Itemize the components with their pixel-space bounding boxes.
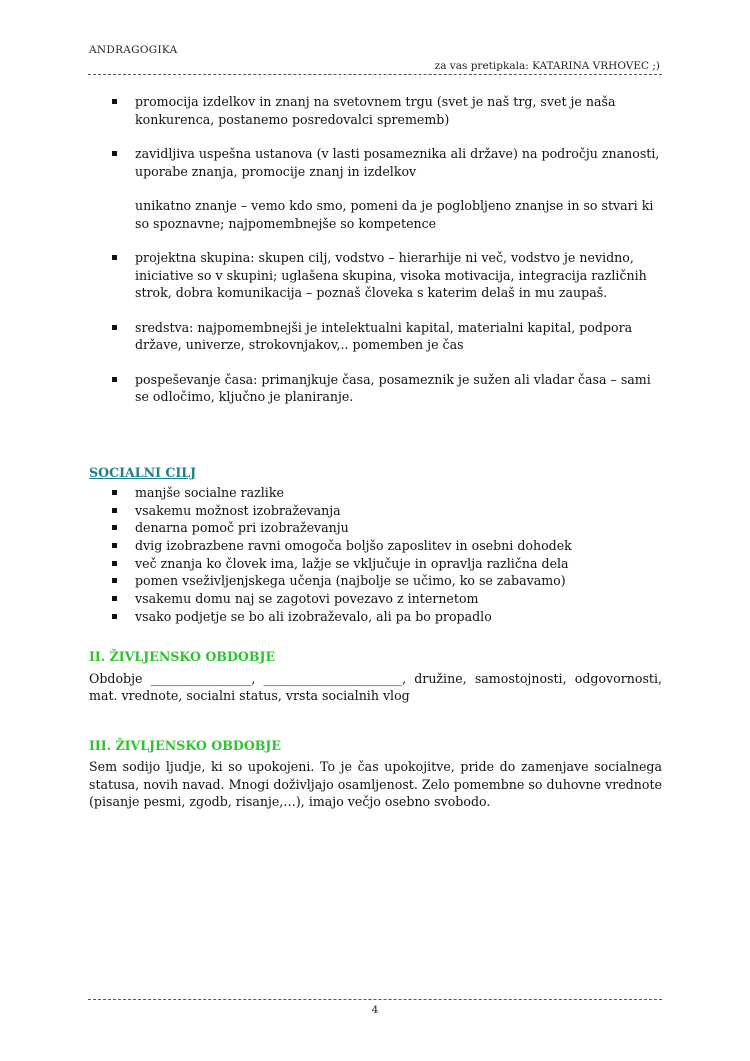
social-goal-heading: SOCIALNI CILJ — [89, 464, 197, 480]
header-divider — [88, 74, 662, 75]
list-item: denarna pomoč pri izobraževanju — [89, 519, 662, 537]
list-item: vsako podjetje se bo ali izobraževalo, ali pa bo propadlo — [89, 608, 662, 626]
page-content — [89, 93, 662, 811]
section-2-text: Obdobje ________________, ______________________, družine, samostojnosti, odgovornosti, mat. vrednote, socialni status, vrsta socialnih vlog — [89, 670, 662, 704]
list-item: pospeševanje časa: primanjkuje časa, posameznik je sužen ali vladar časa – sami se odločimo, ključno je planiranje. — [89, 371, 662, 406]
list-item: manjše socialne razlike — [89, 484, 662, 502]
list-item: promocija izdelkov in znanj na svetovnem trgu (svet je naš trg, svet je naša konkurenca, postanemo posredovalci sprememb) — [89, 93, 662, 128]
list-item: vsakemu domu naj se zagotovi povezavo z internetom — [89, 590, 662, 608]
list-item: sredstva: najpomembnejši je intelektualni kapital, materialni kapital, podpora države, univerze, strokovnjakov,.. pomemben je čas — [89, 319, 662, 354]
list-item: vsakemu možnost izobraževanja — [89, 502, 662, 520]
section-3-heading: III. ŽIVLJENSKO OBDOBJE — [89, 737, 281, 753]
list-item: zavidljiva uspešna ustanova (v lasti posameznika ali države) na področju znanosti, uporabe znanja, promocije znanj in izdelkov — [89, 145, 662, 180]
header-author-note: za vas pretipkala: KATARINA VRHOVEC ;) — [434, 60, 660, 72]
list-item: dvig izobrazbene ravni omogoča boljšo zaposlitev in osebni dohodek — [89, 537, 662, 555]
list-item: projektna skupina: skupen cilj, vodstvo – hierarhije ni več, vodstvo je nevidno, iniciative so v skupini; uglašena skupina, visoka motivacija, integracija različnih strok, dobra komunikacija – poznaš človeka s katerim delaš in mu zaupaš. — [89, 249, 662, 302]
list-item: več znanja ko človek ima, lažje se vključuje in opravlja različna dela — [89, 555, 662, 573]
social-goal-list — [89, 484, 662, 625]
page-number: 4 — [371, 1004, 379, 1016]
mid-bullet-list — [89, 249, 662, 406]
top-bullet-list — [89, 93, 662, 180]
section-2-heading: II. ŽIVLJENSKO OBDOBJE — [89, 649, 276, 665]
section-3-text: Sem sodijo ljudje, ki so upokojeni. To je čas upokojitve, pride do zamenjave socialnega statusa, novih navad. Mnogi doživljajo osamljenost. Zelo pomembne so duhovne vrednote (pisanje pesmi, zgodb, risanje,…), imajo večjo osebno svobodo. — [89, 759, 662, 810]
footer-divider — [88, 999, 662, 1000]
sub-paragraph: unikatno znanje – vemo kdo smo, pomeni da je poglobljeno znanjse in so stvari ki so spoznavne; najpomembnejše so kompetence — [135, 198, 654, 231]
header-title: ANDRAGOGIKA — [89, 44, 178, 56]
list-item: pomen vseživljenjskega učenja (najbolje se učimo, ko se zabavamo) — [89, 572, 662, 590]
